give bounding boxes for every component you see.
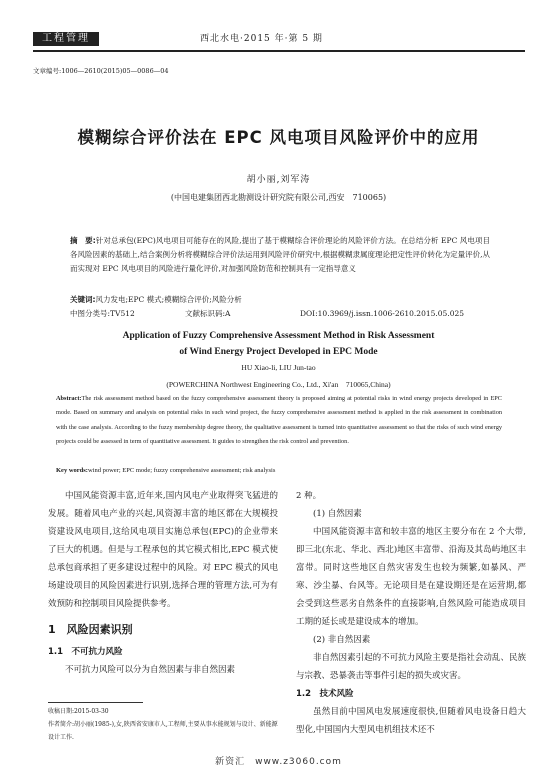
footnote-rule [48,702,143,703]
subsection-heading-1-1: 1.1 不可抗力风险 [48,647,123,657]
keywords-english [56,464,502,478]
article-number: 文章编号:1006—2610(2015)05—0086—04 [33,67,169,75]
document-code: 文献标识码:A [185,309,231,318]
non-natural-factors-paragraph: 非自然因素引起的不可抗力风险主要是指社会动乱、民族与宗教、恐暴袭击等事件引起的损失或灾害。 [296,653,526,681]
keywords-label-zh: 关键词: [70,295,96,304]
subsection-heading-1-2: 1.2 技术风险 [296,689,354,699]
footnote [48,705,282,744]
header-rule [33,50,525,52]
received-date: 收稿日期:2015-03-30 [48,708,109,715]
authors-english: HU Xiao-li, LIU Jun-tao [241,363,316,372]
classification-line [70,307,490,321]
section-heading-1: 1 风险因素识别 [48,623,133,636]
keywords-label-en: Key words: [56,467,88,474]
authors-chinese: 胡小丽,刘军涛 [246,175,311,185]
watermark: 新资汇 www.z3060.com [215,757,342,767]
natural-factors-heading: (1) 自然因素 [313,509,362,519]
author-bio: 作者简介:胡小丽(1985-),女,陕西省安康市人,工程师,主要从事水能规划与设计、新能源设计工作. [48,721,278,741]
title-english-line2: of Wind Energy Project Developed in EPC Mode [179,347,378,357]
non-natural-factors-heading: (2) 非自然因素 [313,635,371,645]
continuation-text: 2 种。 [296,491,322,501]
section-tag: 工程管理 [33,32,99,46]
abstract-text-zh: 针对总承包(EPC)风电项目可能存在的风险,提出了基于模糊综合评价理论的风险评价方法。在总结分析 EPC 风电项目各风险因素的基础上,结合案例分析将模糊综合评价法运用到风险评价研究中,根据模糊隶属度理论把定性评价转化为定量评价,从而实现对 EPC 风电项目的风险进行量化评价,对加强风险防范和控制具有一定指导意义 [70,236,490,273]
title-english [0,328,557,360]
doi: DOI:10.3969/j.issn.1006-2610.2015.05.025 [300,309,465,318]
keywords-text-zh: 风力发电;EPC 模式;模糊综合评价;风险分析 [95,295,242,304]
affiliation-chinese: (中国电建集团西北勘测设计研究院有限公司,西安 710065) [170,193,387,202]
abstract-text-en: The risk assessment method based on the fuzzy comprehensive assessment theory is proposed aiming at potential risks in wind energy projects developed in EPC mode. Based on summary and analysis on potential risks in such wind project, the fuzzy comprehensive assessment method is applied in the risk assessment in combination with the case analysis. According to the fuzzy membership degree theory, the qualitative assessment is turned into quantitative assessment so that the risks of such wind energy projects could be assessed in term of quantitative assessment. It guides to strengthen the risk control and prevention. [56,395,502,445]
body-right-column [296,487,526,739]
force-majeure-paragraph: 不可抗力风险可以分为自然因素与非自然因素 [65,665,236,675]
keywords-text-en: wind power; EPC mode; fuzzy comprehensive assessment; risk analysis [87,467,276,474]
affiliation-english: (POWERCHINA Northwest Engineering Co., Ltd., Xi'an 710065,China) [166,380,391,389]
title-chinese: 模糊综合评价法在 EPC 风电项目风险评价中的应用 [77,128,480,147]
clc-number: 中图分类号:TV512 [70,309,135,318]
abstract-label-en: Abstract: [56,395,82,402]
journal-header: 西北水电·2015 年·第 5 期 [200,34,323,44]
technical-risk-paragraph: 虽然目前中国风电发展速度很快,但随着风电设备日趋大型化,中国国内大型风电机组技术还不 [296,707,526,735]
title-english-line1: Application of Fuzzy Comprehensive Assessment Method in Risk Assessment [122,331,435,341]
keywords-chinese [70,293,490,307]
abstract-chinese [70,234,490,276]
body-left-column [48,487,278,679]
intro-paragraph: 中国风能资源丰富,近年来,国内风电产业取得突飞猛进的发展。随着风电产业的兴起,风资源丰富的地区都在大规模投资建设风电项目,这给风电项目实施总承包(EPC)的企业带来了巨大的机遇。但是与工程承包的其它模式相比,EPC 模式使总承包商承担了更多建设过程中的风险。对 EPC 模式的风电场建设项目的风险因素进行识别,选择合理的管理方法,可为有效预防和控制项目风险提供参考。 [48,491,278,609]
abstract-english [56,392,502,449]
abstract-label-zh: 摘 要: [70,236,96,245]
natural-factors-paragraph: 中国风能资源丰富和较丰富的地区主要分布在 2 个大带,即三北(东北、华北、西北)地区丰富带、沿海及其岛屿地区丰富带。同时这些地区自然灾害发生也较为频繁,如暴风、严寒、沙尘暴、台风等。无论项目是在建设期还是在运营期,都会受到这些恶劣自然条件的直接影响,自然风险可能造成项目工期的延长或是建设成本的增加。 [296,527,526,627]
